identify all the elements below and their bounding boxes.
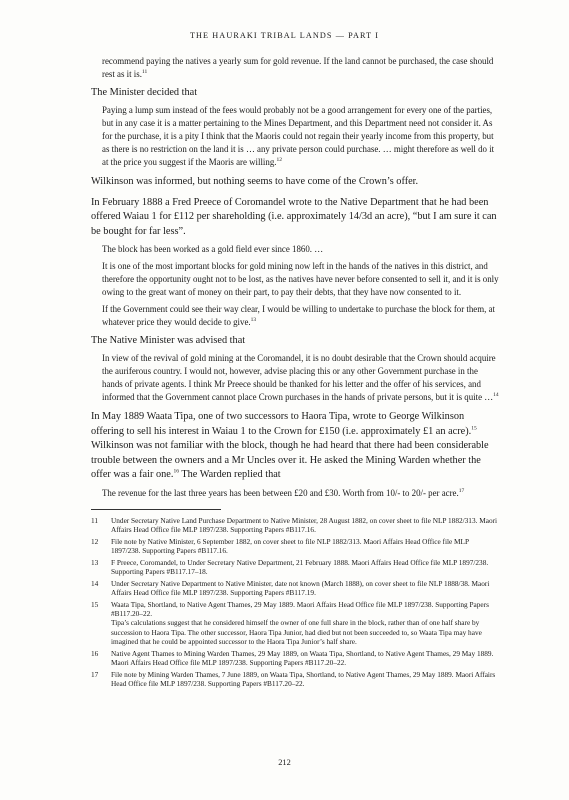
body-content: [91, 55, 499, 691]
footnote-ref: 11: [141, 68, 148, 75]
footnote-text: File note by Mining Warden Thames, 7 June 1889, on Waata Tipa, Shortland, to Native Agent Thames, 29 May 1889. Maori Affairs Head Office file MLP 1897/238. Supporting Papers #B117.20–22.: [111, 669, 496, 688]
footnote-number: 11: [91, 515, 99, 525]
footnote: [91, 670, 499, 689]
footnote-text: File note by Native Minister, 6 September 1882, on cover sheet to file NLP 1882/313. Maori Affairs Head Office file MLP 1897/238. Supporting Papers #B117.16.: [111, 536, 469, 556]
page-number: 212: [278, 758, 291, 767]
body-paragraph: The Native Minister was advised that: [91, 334, 246, 346]
footnote-ref: 13: [250, 316, 257, 323]
quote-paragraph: It is one of the most important blocks for gold mining now left in the hands of the natives in this district, and therefore the opportunity ought not to be lost, as the natives have never before consented to sell it, and it is only owing to the great want of money on their part, to pay their debts, that they have now consented to it.: [102, 261, 499, 298]
quote-paragraph: The revenue for the last three years has been between £20 and £30. Worth from 10/- to 20/- per acre.$^{17}$: [102, 487, 465, 498]
footnote-number: 14: [91, 578, 99, 588]
footnote-number: 16: [91, 648, 99, 658]
footnote: [91, 516, 499, 535]
footnote: [91, 558, 499, 577]
footnote-text: F Preece, Coromandel, to Under Secretary Native Department, 21 February 1888. Maori Affairs Head Office file MLP 1897/238. Supporting Papers #B117.17–18.: [111, 557, 489, 577]
footnote-text: Under Secretary Native Land Purchase Department to Native Minister, 28 August 1882, on cover sheet to file NLP 1882/313. Maori Affairs Head Office file MLP 1897/238. Supporting Papers #B117.16.: [111, 515, 498, 535]
quote-paragraph: If the Government could see their way clear, I would be willing to undertake to purchase the block for them, at whatever price they would decide to give.$^{13}$: [102, 303, 495, 327]
footnote-ref: 14: [493, 392, 499, 399]
body-paragraph: In May 1889 Waata Tipa, one of two successors to Haora Tipa, wrote to George Wilkinson offering to sell his interest in Waiau 1 to the Crown for £150 (i.e. approximately £1 an acre).$^{15}$ Wilkinson was not familiar with the block, though he had heard that there had been considerable trouble between the owners and a Mr Uncles over it. He asked the Mining Warden whether the offer was a fair one.$^{16}$ The Warden replied that: [91, 410, 489, 481]
footnotes: [91, 516, 499, 688]
footnote-ref: 12: [276, 157, 282, 164]
footnote-ref: 15: [471, 425, 477, 432]
footnote-text: Native Agent Thames to Mining Warden Thames, 29 May 1889, on Waata Tipa, Shortland, to Native Agent Thames, 29 May 1889. Maori Affairs Head Office file MLP 1897/238. Supporting Papers #B117.20–22.: [111, 648, 494, 667]
footnote-text: Under Secretary Native Department to Native Minister, date not known (March 1888), on cover sheet to file NLP 1888/38. Maori Affairs Head Office file MLP 1897/238. Supporting Papers #B117.19.: [111, 578, 490, 598]
body-paragraph: In February 1888 a Fred Preece of Coromandel wrote to the Native Department that he had been offered Waiau 1 for £112 per shareholding (i.e. approximately 14/3d an acre), “but I am sure it can be bought for far less”.: [91, 196, 497, 237]
body-paragraph: The Minister decided that: [91, 86, 198, 98]
footnote: [91, 537, 499, 556]
footnote-text: Waata Tipa, Shortland, to Native Agent Thames, 29 May 1889. Maori Affairs Head Office file MLP 1897/238. Supporting Papers #B117.20–22.: [111, 599, 489, 619]
running-head: THE HAURAKI TRIBAL LANDS — PART I: [189, 31, 380, 40]
footnote-number: 12: [91, 536, 99, 546]
footnote-number: 13: [91, 557, 99, 567]
footnote-number: 17: [91, 669, 99, 679]
footnote: [91, 600, 499, 646]
footnote-ref: 16: [173, 468, 179, 475]
quote-paragraph: In view of the revival of gold mining at the Coromandel, it is no doubt desirable that the Crown should acquire the auriferous country. I would not, however, advise placing this or any other Government purchase in the hands of private agents. I think Mr Preece should be thanked for his letter and the offer of his services, and informed that the Government cannot place Crown purchases in the hands of private persons, but it is quite …$^{14}$: [102, 353, 499, 403]
body-paragraph: Wilkinson was informed, but nothing seems to have come of the Crown’s offer.: [91, 175, 419, 187]
footnote-ref: 17: [458, 487, 465, 494]
footnote-divider: [91, 509, 221, 510]
footnote: [91, 649, 499, 668]
quote-paragraph: Paying a lump sum instead of the fees would probably not be a good arrangement for every one of the parties, but in any case it is a matter pertaining to the Mines Department, and this Department need not consider it. As for the purchase, it is a pity I think that the Maoris could not regain their yearly income from this property, but as there is no restriction on the land it is … any private person could purchase. … might therefore as well do it at the price you suggest if the Maoris are willing.$^{12}$: [102, 105, 495, 168]
quote-paragraph: The block has been worked as a gold field ever since 1860. …: [102, 244, 324, 255]
quote-paragraph: recommend paying the natives a yearly sum for gold revenue. If the land cannot be purchased, the case should rest as it is.$^{11}$: [102, 56, 494, 79]
footnote: [91, 579, 499, 598]
footnote-extra: Tipa’s calculations suggest that he considered himself the owner of one full share in the block, rather than of one half share by succession to Haora Tipa. The other successor, Haora Tipa Junior, had died but not been succeeded to, so Waata Tipa may have imagined that he could be appointed successor to the Haora Tipa Junior’s half share.: [111, 618, 482, 646]
footnote-number: 15: [91, 599, 99, 609]
